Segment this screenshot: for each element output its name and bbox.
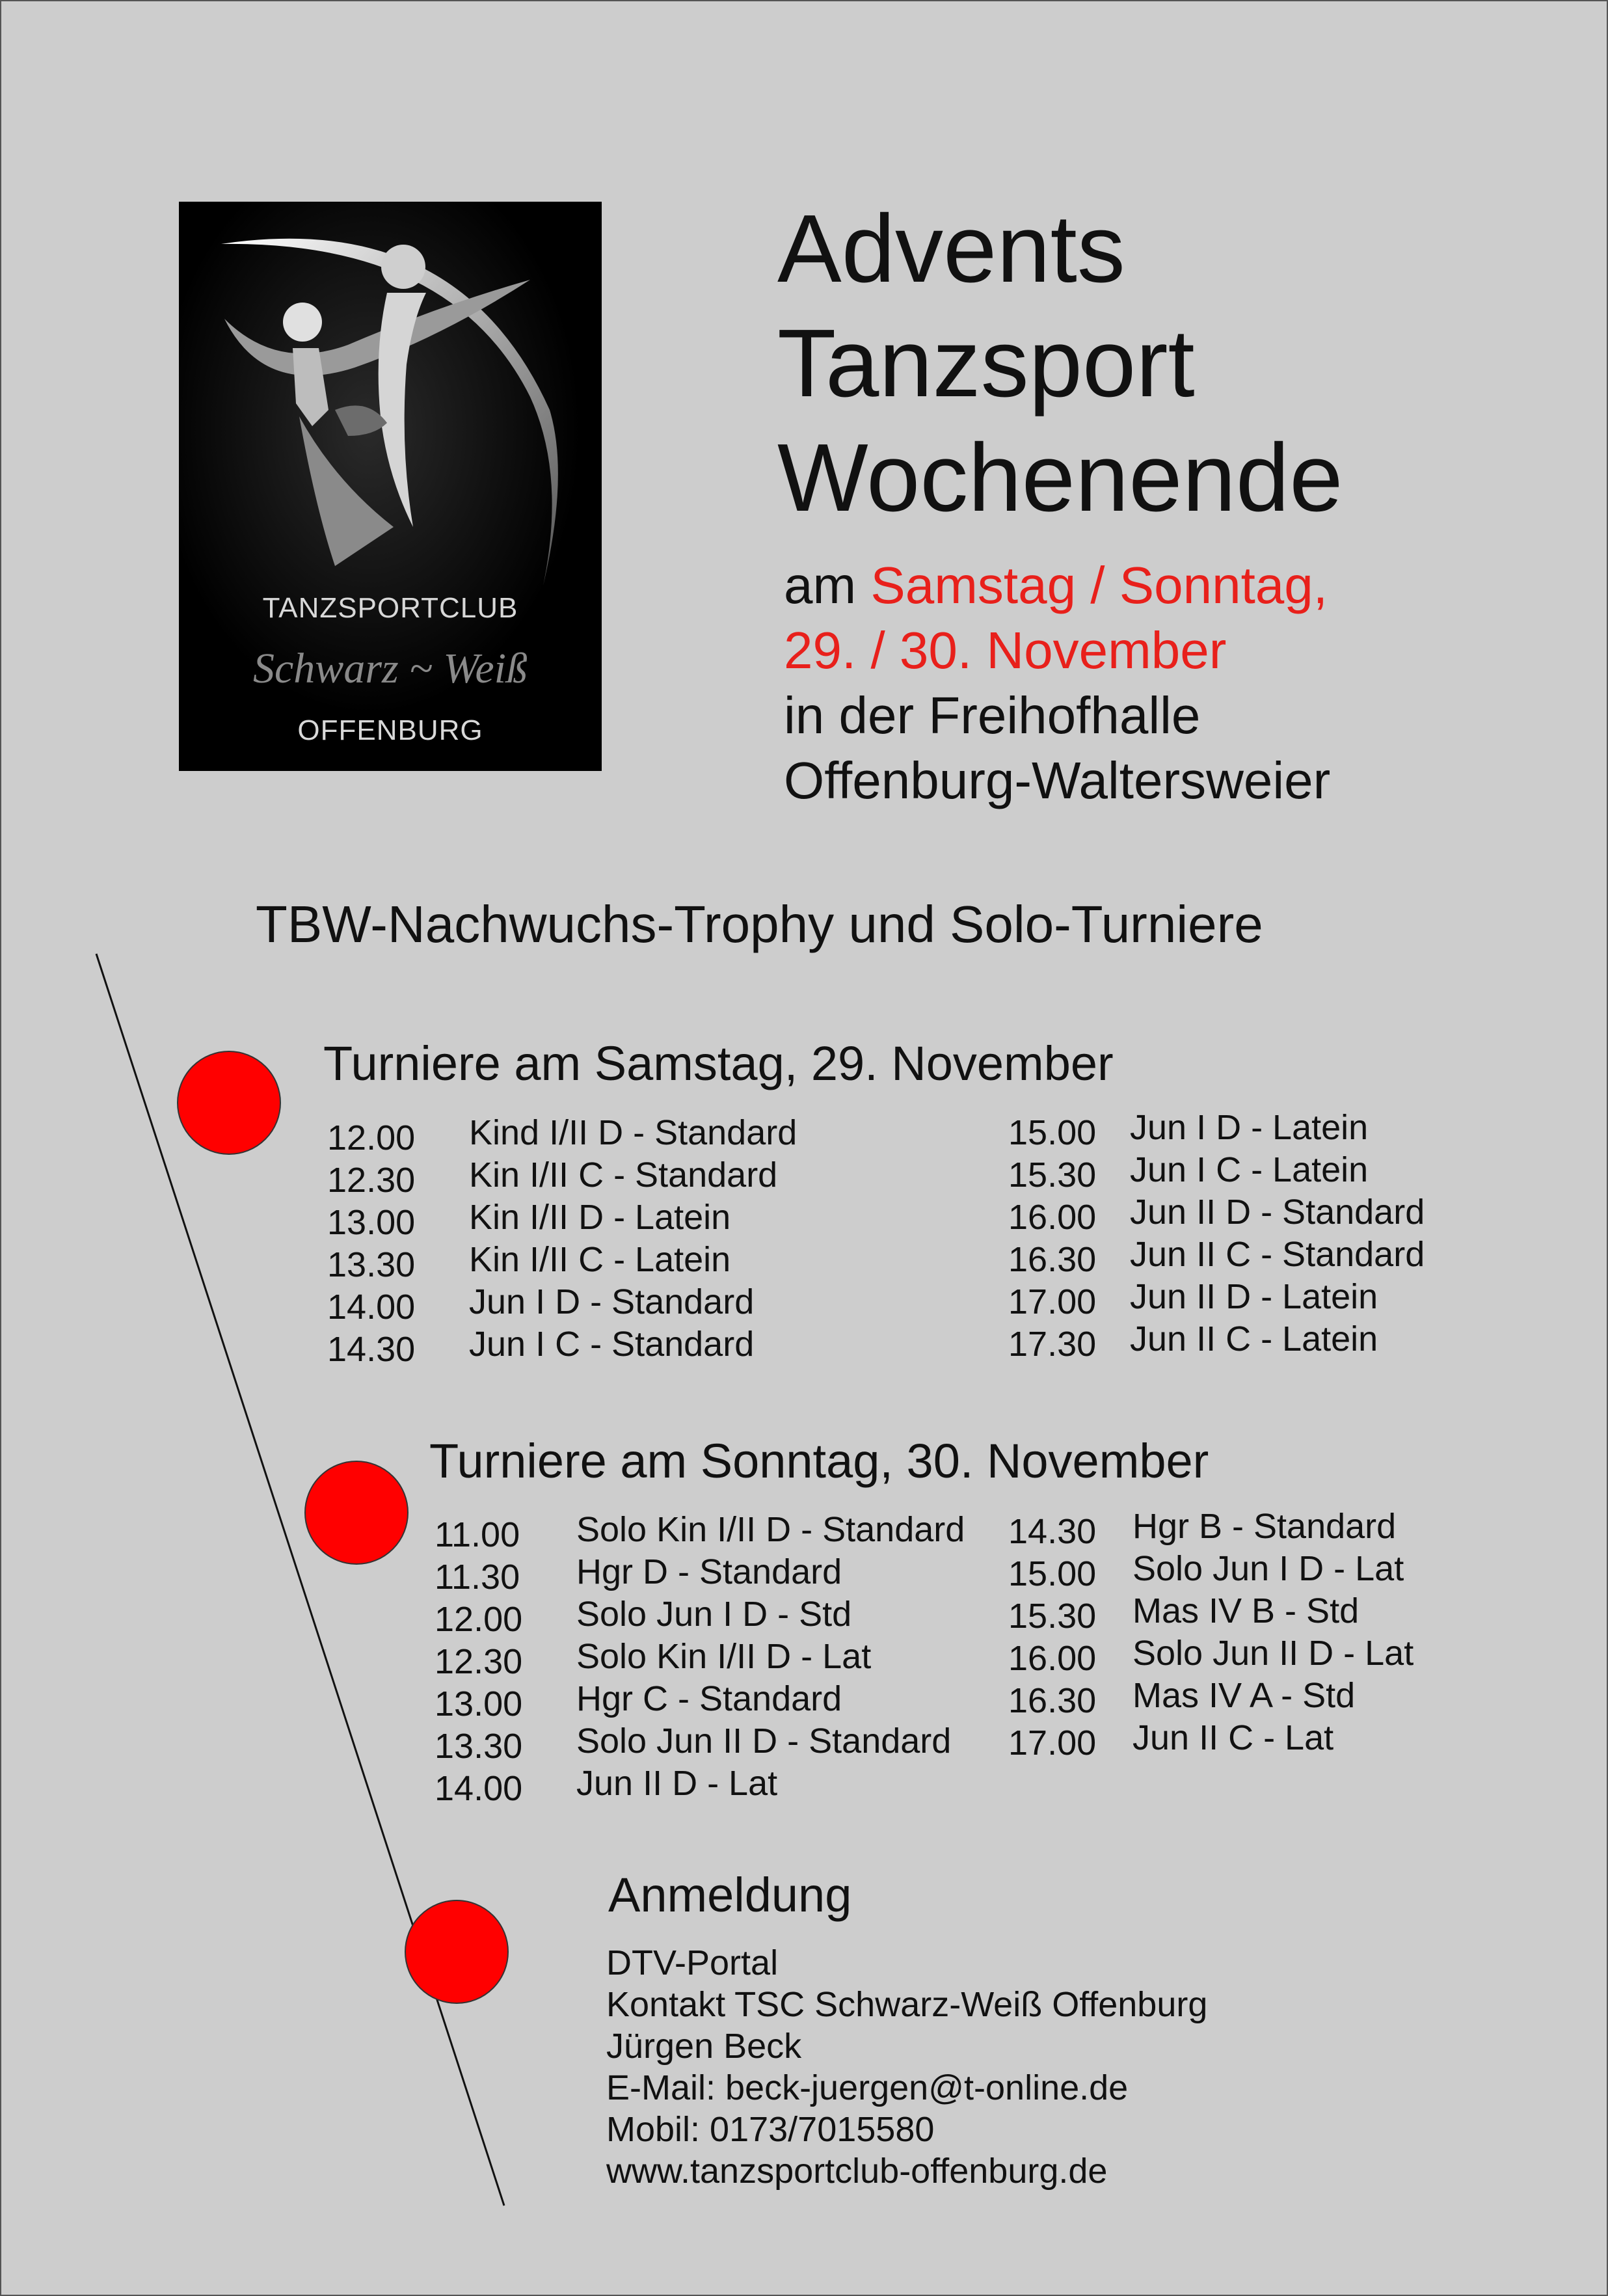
registration-marker-dot — [405, 1900, 509, 2004]
schedule-event: Hgr D - Standard — [576, 1552, 842, 1591]
schedule-row — [435, 1509, 1007, 1552]
registration-contact — [606, 1942, 1207, 2192]
logo-text-top: TANZSPORTCLUB — [262, 592, 518, 624]
schedule-event: Jun II D - Latein — [1130, 1277, 1378, 1316]
schedule-time: 14.30 — [1008, 1512, 1097, 1551]
schedule-row — [1008, 1276, 1529, 1319]
registration-email[interactable]: E-Mail: beck-juergen@t-online.de — [606, 2068, 1129, 2107]
event-date-venue — [784, 553, 1330, 813]
schedule-row — [1008, 1548, 1529, 1591]
schedule-time: 17.30 — [1008, 1325, 1097, 1364]
schedule-event: Solo Jun II D - Standard — [576, 1722, 952, 1761]
club-logo — [179, 202, 602, 771]
schedule-time: 13.30 — [435, 1727, 523, 1766]
schedule-time: 13.00 — [327, 1203, 416, 1242]
schedule-row — [327, 1197, 848, 1242]
schedule-time: 12.30 — [435, 1642, 523, 1681]
schedule-row — [1008, 1192, 1529, 1237]
event-days: Samstag / Sonntag, — [870, 556, 1328, 614]
registration-contact-person: Jürgen Beck — [606, 2027, 802, 2066]
schedule-event: Jun II D - Standard — [1130, 1193, 1425, 1232]
schedule-row — [435, 1679, 1007, 1721]
schedule-time: 17.00 — [1008, 1282, 1097, 1321]
venue-line-1: in der Freihofhalle — [784, 686, 1201, 744]
schedule-time: 11.30 — [435, 1558, 520, 1597]
schedule-time: 16.00 — [1008, 1198, 1097, 1237]
date-prefix: am — [784, 556, 871, 614]
schedule-event: Hgr C - Standard — [576, 1679, 842, 1718]
schedule-row — [1008, 1591, 1529, 1636]
schedule-event: Kin I/II D - Latein — [469, 1198, 731, 1237]
registration-website[interactable]: www.tanzsportclub-offenburg.de — [606, 2152, 1108, 2191]
schedule-row — [1008, 1234, 1529, 1279]
schedule-row — [435, 1763, 1007, 1808]
schedule-row — [435, 1721, 1007, 1766]
schedule-event: Solo Jun I D - Std — [576, 1595, 852, 1634]
schedule-row — [1008, 1319, 1529, 1364]
schedule-row — [1008, 1107, 1529, 1150]
saturday-schedule-right — [1008, 1107, 1529, 1364]
venue-line-2: Offenburg-Waltersweier — [784, 751, 1331, 809]
schedule-event: Mas IV B - Std — [1132, 1591, 1360, 1630]
schedule-event: Solo Jun I D - Lat — [1132, 1549, 1404, 1588]
schedule-time: 16.00 — [1008, 1639, 1097, 1678]
schedule-time: 14.00 — [327, 1288, 416, 1327]
logo-text-bottom: OFFENBURG — [297, 714, 483, 746]
schedule-row — [327, 1324, 848, 1369]
sunday-schedule-left — [435, 1509, 1007, 1808]
schedule-time: 15.30 — [1008, 1155, 1097, 1195]
schedule-time: 15.30 — [1008, 1597, 1097, 1636]
schedule-row — [435, 1552, 1007, 1597]
schedule-event: Jun I C - Latein — [1130, 1150, 1369, 1189]
schedule-event: Solo Jun II D - Lat — [1132, 1634, 1414, 1673]
registration-contact-club: Kontakt TSC Schwarz-Weiß Offenburg — [606, 1985, 1208, 2024]
title-line-1: Advents — [777, 195, 1125, 303]
saturday-heading: Turniere am Samstag, 29. November — [323, 1036, 1114, 1090]
schedule-time: 13.00 — [435, 1684, 523, 1723]
schedule-time: 17.00 — [1008, 1723, 1097, 1763]
title-line-2: Tanzsport — [777, 310, 1195, 417]
schedule-time: 16.30 — [1008, 1681, 1097, 1720]
schedule-row — [1008, 1633, 1529, 1678]
schedule-event: Kind I/II D - Standard — [469, 1113, 797, 1152]
schedule-row — [327, 1155, 848, 1200]
title-line-3: Wochenende — [777, 424, 1343, 532]
schedule-event: Jun II D - Lat — [576, 1764, 778, 1803]
registration-portal: DTV-Portal — [606, 1943, 779, 1982]
schedule-event: Kin I/II C - Latein — [469, 1240, 731, 1279]
schedule-event: Jun I C - Standard — [469, 1325, 755, 1364]
schedule-row — [1008, 1718, 1529, 1763]
registration-phone: Mobil: 0173/7015580 — [606, 2110, 935, 2149]
schedule-time: 16.30 — [1008, 1240, 1097, 1279]
schedule-time: 12.00 — [435, 1600, 523, 1639]
saturday-schedule-left — [327, 1113, 848, 1369]
sunday-schedule-right — [1008, 1506, 1529, 1763]
saturday-marker-dot — [177, 1051, 281, 1155]
sunday-marker-dot — [304, 1461, 409, 1565]
schedule-time: 14.00 — [435, 1769, 523, 1808]
schedule-row — [327, 1239, 848, 1282]
schedule-time: 14.30 — [327, 1330, 416, 1369]
schedule-event: Solo Kin I/II D - Standard — [576, 1510, 965, 1549]
schedule-time: 12.30 — [327, 1161, 416, 1200]
schedule-event: Jun II C - Standard — [1130, 1235, 1425, 1274]
poster-title — [777, 192, 1343, 535]
schedule-event: Jun II C - Lat — [1132, 1718, 1334, 1757]
schedule-row — [327, 1282, 848, 1327]
schedule-row — [1008, 1150, 1529, 1195]
schedule-row — [1008, 1675, 1529, 1718]
schedule-event: Jun I D - Latein — [1130, 1108, 1369, 1147]
schedule-row — [435, 1594, 1007, 1639]
logo-text-script: Schwarz ~ Weiß — [253, 645, 528, 692]
schedule-event: Kin I/II C - Standard — [469, 1155, 778, 1195]
schedule-time: 13.30 — [327, 1245, 416, 1284]
schedule-event: Jun I D - Standard — [469, 1282, 755, 1321]
schedule-row — [327, 1113, 848, 1155]
schedule-row — [435, 1636, 1007, 1679]
sunday-heading: Turniere am Sonntag, 30. November — [429, 1434, 1209, 1488]
registration-heading: Anmeldung — [608, 1868, 852, 1922]
schedule-time: 15.00 — [1008, 1554, 1097, 1593]
schedule-event: Solo Kin I/II D - Lat — [576, 1637, 872, 1676]
schedule-row — [1008, 1506, 1529, 1551]
schedule-event: Jun II C - Latein — [1130, 1319, 1378, 1358]
event-dates: 29. / 30. November — [784, 621, 1227, 679]
event-subtitle: TBW-Nachwuchs-Trophy und Solo-Turniere — [256, 895, 1263, 953]
schedule-time: 12.00 — [327, 1118, 416, 1157]
schedule-event: Hgr B - Standard — [1132, 1507, 1397, 1546]
schedule-time: 15.00 — [1008, 1113, 1097, 1152]
schedule-event: Mas IV A - Std — [1132, 1676, 1356, 1715]
schedule-time: 11.00 — [435, 1515, 520, 1554]
